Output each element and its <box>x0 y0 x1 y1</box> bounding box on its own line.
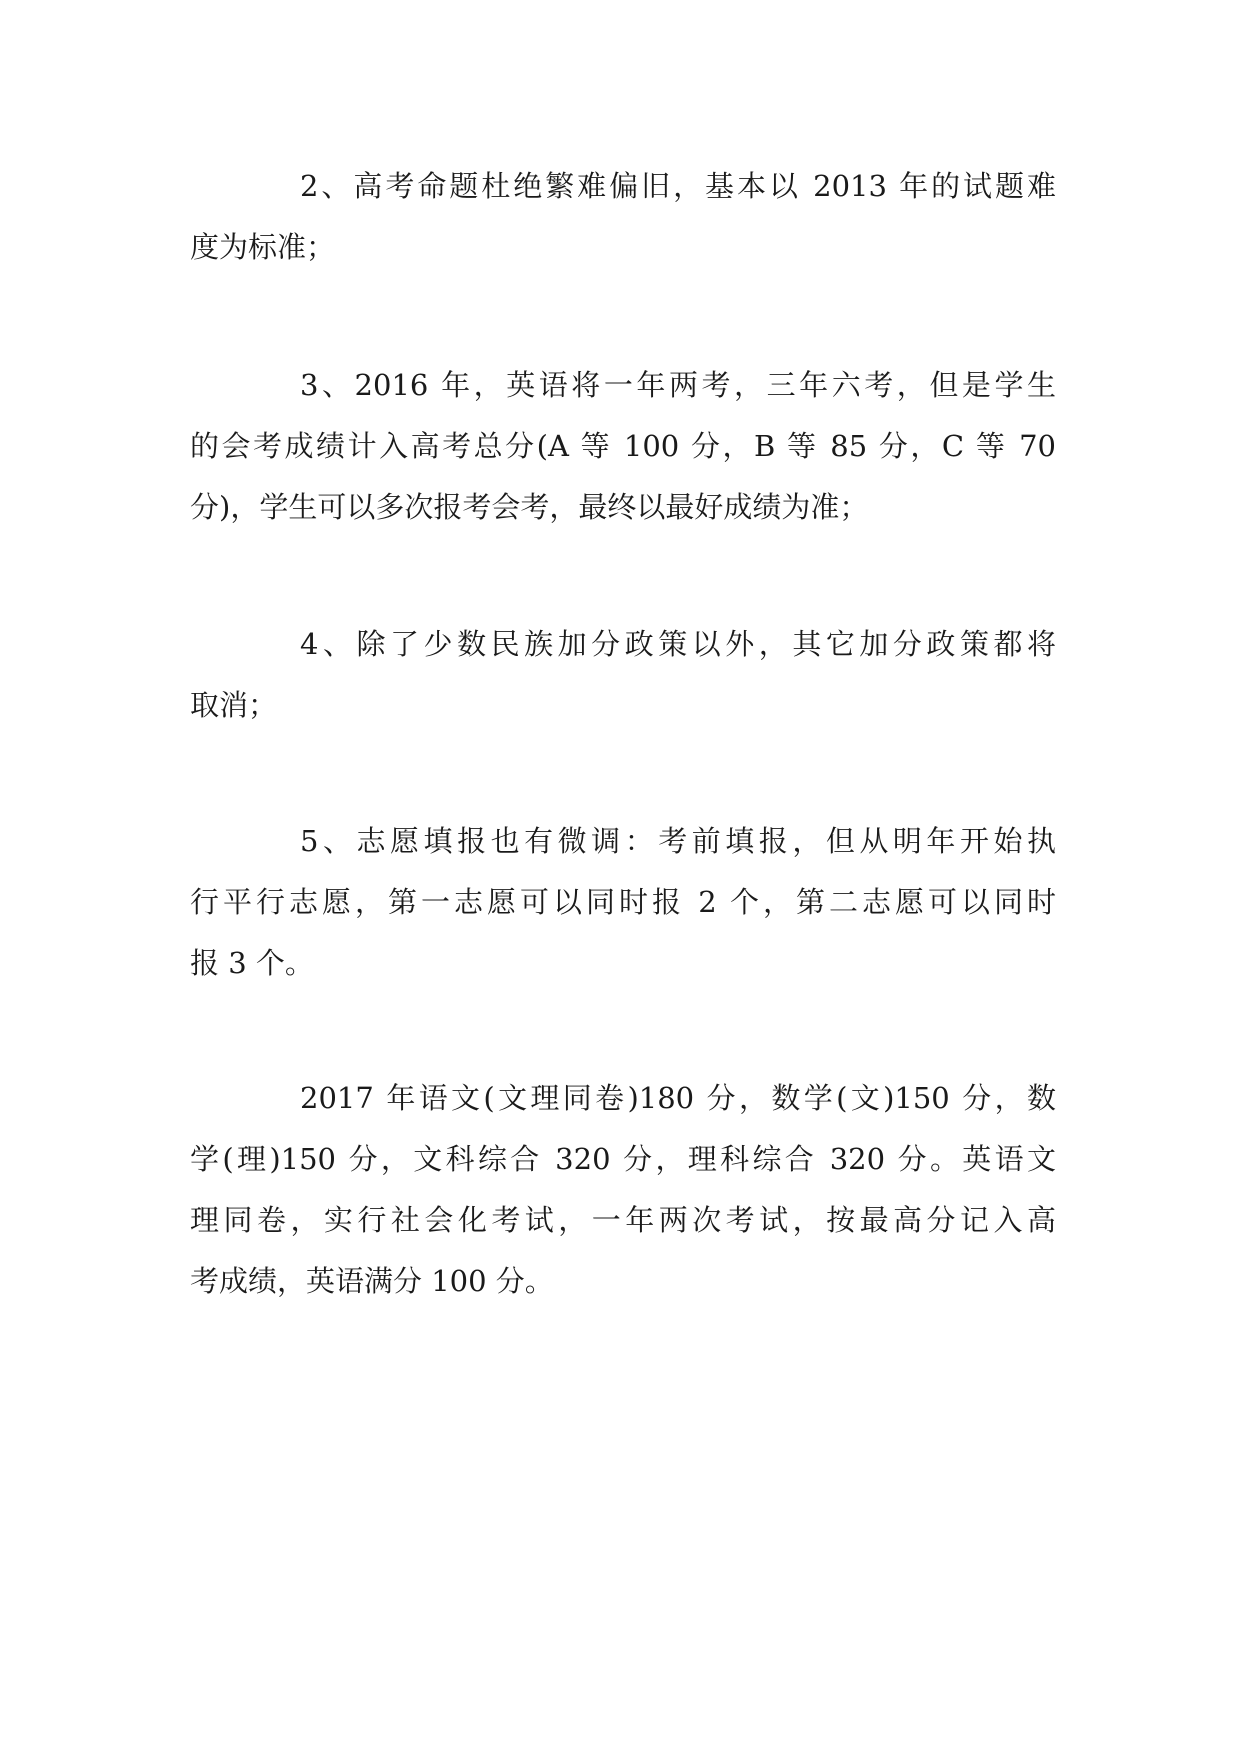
paragraph-exam-scores <box>190 1068 1056 1312</box>
text-line: 2017 年语文(文理同卷)180 分，数学(文)150 分，数 <box>300 1081 1056 1115</box>
paragraph-item-2 <box>190 156 1056 278</box>
text-line: 2、高考命题杜绝繁难偏旧，基本以 2013 年的试题难 <box>300 169 1056 203</box>
text-line: 学(理)150 分，文科综合 320 分，理科综合 320 分。英语文 <box>190 1142 1056 1176</box>
text-line: 分)，学生可以多次报考会考，最终以最好成绩为准； <box>190 490 869 524</box>
text-line: 度为标准； <box>190 230 336 264</box>
paragraph-item-3 <box>190 355 1056 538</box>
text-line: 行平行志愿，第一志愿可以同时报 2 个，第二志愿可以同时 <box>190 885 1056 919</box>
text-line: 考成绩，英语满分 100 分。 <box>190 1264 554 1298</box>
paragraph-item-4 <box>190 614 1056 736</box>
text-line: 理同卷，实行社会化考试，一年两次考试，按最高分记入高 <box>190 1203 1056 1237</box>
text-line: 5、志愿填报也有微调：考前填报，但从明年开始执 <box>300 824 1056 858</box>
text-line: 报 3 个。 <box>190 946 314 980</box>
text-line: 的会考成绩计入高考总分(A 等 100 分，B 等 85 分，C 等 70 <box>190 429 1056 463</box>
paragraph-item-5 <box>190 811 1056 994</box>
text-line: 取消； <box>190 688 278 722</box>
text-line: 4、除了少数民族加分政策以外，其它加分政策都将 <box>300 627 1056 661</box>
text-line: 3、2016 年，英语将一年两考，三年六考，但是学生 <box>300 368 1056 402</box>
